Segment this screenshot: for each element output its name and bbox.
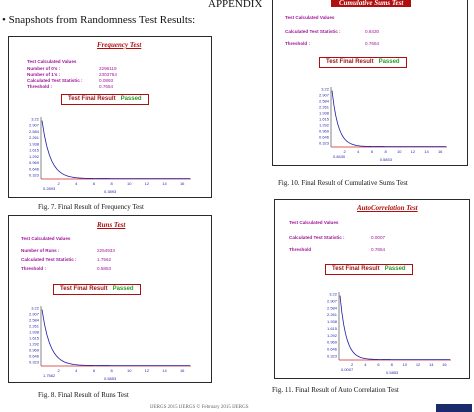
y-tick-label: 0.646 — [326, 346, 337, 352]
y-tick-label: 2.584 — [318, 98, 329, 104]
row-label: Threshold — [289, 247, 312, 252]
x-tick-label: 2 — [57, 181, 60, 186]
row-value: 0.7654 — [99, 84, 114, 89]
x-tick-label: 6 — [377, 362, 380, 367]
x-tick-label: 4 — [357, 149, 360, 154]
density-curve — [332, 91, 446, 147]
row-label: Number of 1's : — [27, 72, 61, 77]
final-result-status: Passed — [120, 96, 142, 102]
x-tick-label: 8 — [384, 149, 387, 154]
y-tick-label: 2.261 — [28, 323, 39, 329]
x-tick-label: 12 — [144, 181, 150, 186]
row-value: 2303764 — [99, 72, 117, 77]
distribution-plot — [17, 113, 207, 195]
density-curve — [42, 121, 190, 179]
y-tick-label: 0.323 — [28, 172, 39, 178]
y-tick-label: 1.292 — [318, 122, 329, 128]
x-tick-label: 10 — [127, 368, 132, 373]
x-tick-label: 16 — [437, 149, 443, 154]
final-result-label: Test Final Result — [332, 266, 380, 272]
y-tick-label: 0.323 — [326, 353, 337, 359]
threshold-marker-label: 0.5853 — [379, 157, 392, 162]
row-label: Threshold : — [285, 41, 311, 46]
density-curve — [42, 310, 190, 366]
y-tick-label: 3.22 — [321, 86, 329, 92]
final-result-label: Test Final Result — [60, 286, 108, 292]
y-tick-label: 1.938 — [326, 319, 337, 325]
x-tick-label: 12 — [144, 368, 150, 373]
y-tick-label: 1.938 — [318, 110, 329, 116]
autocorrelation-test-window — [274, 199, 470, 379]
figure-caption: Fig. 7. Final Result of Frequency Test — [38, 203, 144, 211]
x-tick-label: 2 — [57, 368, 60, 373]
x-tick-label: 10 — [402, 362, 408, 367]
values-heading: Test Calculated Values — [21, 236, 71, 241]
values-heading: Test Calculated Values — [27, 59, 77, 64]
x-tick-label: 14 — [424, 149, 429, 154]
y-tick-label: 0.969 — [28, 160, 39, 166]
figure-caption: Fig. 11. Final Result of Auto Correlation Test — [272, 386, 399, 394]
x-tick-label: 12 — [410, 149, 416, 154]
row-label: Number of 0's : — [27, 66, 61, 71]
row-label: Calculated Test Statistic : — [289, 235, 345, 240]
values-heading: Test Calculated Values — [285, 15, 335, 20]
row-value: 0.8430 — [365, 29, 380, 34]
y-tick-label: 2.907 — [28, 311, 39, 317]
row-value: 0.7654 — [365, 41, 380, 46]
statistic-marker-label: 0.0007 — [341, 367, 354, 372]
row-label: Calculated Test Statistic : — [285, 29, 341, 34]
appendix-title: APPENDIX — [208, 0, 263, 10]
y-tick-label: 2.584 — [28, 128, 39, 134]
row-label: Threshold : — [27, 84, 53, 89]
x-tick-label: 16 — [179, 368, 185, 373]
y-tick-label: 3.22 — [329, 291, 337, 297]
final-result-box — [319, 57, 407, 68]
row-value: 0.5853 — [97, 266, 112, 271]
x-tick-label: 10 — [127, 181, 132, 186]
figure-caption: Fig. 8. Final Result of Runs Test — [38, 391, 129, 399]
y-tick-label: 1.615 — [28, 335, 39, 341]
section-heading: • Snapshots from Randomness Test Results: — [2, 14, 196, 26]
y-tick-label: 1.615 — [28, 147, 39, 153]
distribution-plot — [307, 83, 463, 163]
x-tick-label: 16 — [179, 181, 185, 186]
x-tick-label: 14 — [429, 362, 434, 367]
page-footer: IJERGS 2015 IJERGS © February 2015 IJERGS — [150, 405, 249, 410]
statistic-marker-label: 0.2893 — [43, 186, 56, 191]
final-result-status: Passed — [378, 59, 400, 65]
x-tick-label: 8 — [110, 181, 113, 186]
row-value: 2254933 — [97, 248, 115, 253]
density-curve — [340, 296, 450, 360]
y-tick-label: 1.938 — [28, 141, 39, 147]
threshold-marker-label: 0.5853 — [386, 370, 399, 375]
distribution-plot — [315, 288, 467, 376]
y-tick-label: 2.907 — [28, 122, 39, 128]
y-tick-label: 0.323 — [318, 140, 329, 146]
statistic-marker-label: 1.7562 — [43, 373, 56, 378]
x-tick-label: 4 — [75, 368, 78, 373]
y-tick-label: 2.584 — [326, 305, 337, 311]
x-tick-label: 6 — [370, 149, 374, 154]
y-tick-label: 0.646 — [318, 134, 329, 140]
final-result-status: Passed — [384, 266, 406, 272]
panel-title: AutoCorrelation Test — [357, 204, 418, 212]
y-tick-label: 0.646 — [28, 353, 39, 359]
row-label: Threshold : — [21, 266, 47, 271]
y-tick-label: 3.22 — [31, 116, 39, 122]
distribution-plot — [17, 302, 207, 382]
footer-logo-bar — [436, 404, 472, 412]
x-tick-label: 14 — [162, 181, 167, 186]
y-tick-label: 2.261 — [326, 312, 337, 318]
row-value: 1.7562 — [97, 257, 112, 262]
y-tick-label: 1.615 — [326, 325, 337, 331]
frequency-test-window — [8, 36, 212, 198]
y-tick-label: 0.323 — [28, 359, 39, 365]
values-heading: Test Calculated Values — [289, 220, 339, 225]
y-tick-label: 3.22 — [31, 305, 39, 311]
y-tick-label: 2.261 — [318, 104, 329, 110]
x-tick-label: 2 — [343, 149, 346, 154]
row-label: Calculated Test Statistic : — [21, 257, 77, 262]
row-value: 0.0893 — [99, 78, 114, 83]
y-tick-label: 2.907 — [318, 92, 329, 98]
final-result-label: Test Final Result — [326, 59, 374, 65]
y-tick-label: 1.292 — [28, 153, 39, 159]
y-tick-label: 1.292 — [326, 332, 337, 338]
y-tick-label: 0.969 — [318, 128, 329, 134]
row-value: 2296119 — [99, 66, 117, 71]
final-result-label: Test Final Result — [68, 96, 116, 102]
y-tick-label: 2.907 — [326, 298, 337, 304]
x-tick-label: 6 — [92, 368, 96, 373]
y-tick-label: 1.615 — [318, 116, 329, 122]
statistic-marker-label: 0.8430 — [333, 154, 346, 159]
row-value: 0.7654 — [371, 247, 386, 252]
x-tick-label: 12 — [415, 362, 421, 367]
final-result-box — [61, 94, 149, 105]
final-result-box — [325, 264, 413, 275]
y-tick-label: 2.584 — [28, 317, 39, 323]
runs-test-window — [8, 215, 212, 383]
final-result-box — [53, 284, 141, 295]
y-tick-label: 1.292 — [28, 341, 39, 347]
panel-title: Cumulative Sums Test — [331, 0, 411, 7]
y-tick-label: 0.646 — [28, 166, 39, 172]
panel-title: Frequency Test — [97, 41, 142, 49]
cumulative-sums-test-window — [272, 0, 468, 166]
x-tick-label: 16 — [442, 362, 447, 367]
x-tick-label: 8 — [110, 368, 113, 373]
x-tick-label: 6 — [92, 181, 96, 186]
threshold-marker-label: 0.5853 — [104, 376, 117, 381]
x-tick-label: 10 — [397, 149, 402, 154]
x-tick-label: 4 — [364, 362, 367, 367]
y-tick-label: 2.261 — [28, 135, 39, 141]
y-tick-label: 0.969 — [326, 339, 337, 345]
row-value: 0.0007 — [371, 235, 386, 240]
x-tick-label: 2 — [351, 362, 354, 367]
row-label: Number of Runs : — [21, 248, 60, 253]
y-tick-label: 1.938 — [28, 329, 39, 335]
threshold-marker-label: 0.3893 — [104, 189, 117, 194]
x-tick-label: 8 — [390, 362, 393, 367]
panel-title: Runs Test — [97, 221, 126, 229]
x-tick-label: 4 — [75, 181, 78, 186]
final-result-status: Passed — [112, 286, 134, 292]
figure-caption: Fig. 10. Final Result of Cumulative Sums Test — [278, 179, 408, 187]
y-tick-label: 0.969 — [28, 347, 39, 353]
x-tick-label: 14 — [162, 368, 167, 373]
row-label: Calculated Test Statistic : — [27, 78, 83, 83]
